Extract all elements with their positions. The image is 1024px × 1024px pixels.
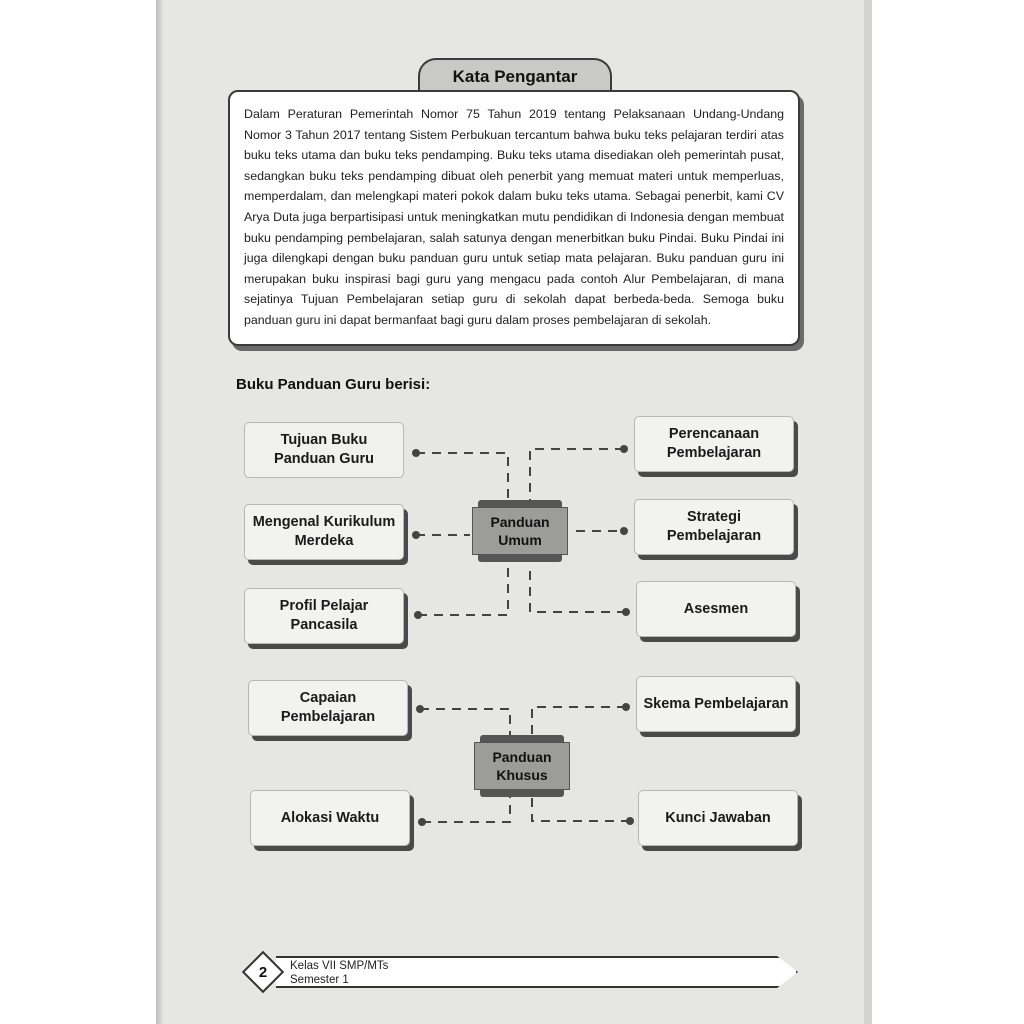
box-strategi: Strategi Pembelajaran (634, 499, 794, 555)
box-perencanaan: Perencanaan Pembelajaran (634, 416, 794, 472)
panduan-umum-label: Panduan Umum (472, 507, 568, 555)
center-cap-bottom (480, 790, 564, 797)
section-heading: Buku Panduan Guru berisi: (236, 376, 431, 393)
box-profil-pelajar: Profil Pelajar Pancasila (244, 588, 404, 644)
panduan-khusus-label: Panduan Khusus (474, 742, 570, 790)
box-skema: Skema Pembelajaran (636, 676, 796, 732)
box-kunci-jawaban: Kunci Jawaban (638, 790, 798, 846)
box-tujuan-buku: Tujuan Buku Panduan Guru (244, 422, 404, 478)
center-cap-bottom (478, 555, 562, 562)
box-mengenal-kurikulum: Mengenal Kurikulum Merdeka (244, 504, 404, 560)
intro-paragraph: Dalam Peraturan Pemerintah Nomor 75 Tahun 2019 tentang Pelaksanaan Undang-Undang Nomor 3 Tahun 2017 tentang Sistem Perbukuan tercantum bahwa buku teks pelajaran terdiri atas buku teks utama dan buku teks pendamping. Buku teks utama disediakan oleh pemerintah pusat, sedangkan buku teks pendamping dibuat oleh penerbit yang memuat materi untuk memperluas, memperdalam, dan melengkapi materi pokok dalam buku teks utama. Sebagai penerbit, kami CV Arya Duta juga berpartisipasi untuk meningkatkan mutu pendidikan di Indonesia dengan membuat buku pendamping pembelajaran, salah satunya dengan menerbitkan buku Pindai. Buku Pindai ini juga dilengkapi dengan buku panduan guru untuk setiap mata pelajaran. Buku panduan guru ini merupakan buku inspirasi bagi guru yang mengacu pada contoh Alur Pembelajaran, di mana sejatinya Tujuan Pembelajaran setiap guru di sekolah dapat berbeda-beda. Semoga buku panduan guru ini dapat bermanfaat bagi guru dalam proses pembelajaran di sekolah. (244, 107, 784, 327)
page-title: Kata Pengantar (418, 58, 612, 94)
box-asesmen: Asesmen (636, 581, 796, 637)
center-cap-top (480, 735, 564, 742)
center-cap-top (478, 500, 562, 507)
box-alokasi-waktu: Alokasi Waktu (250, 790, 410, 846)
page-number: 2 (258, 963, 268, 981)
footer-class: Kelas VII SMP/MTs (290, 960, 389, 972)
box-capaian: Capaian Pembelajaran (248, 680, 408, 736)
footer-semester: Semester 1 (290, 974, 349, 986)
